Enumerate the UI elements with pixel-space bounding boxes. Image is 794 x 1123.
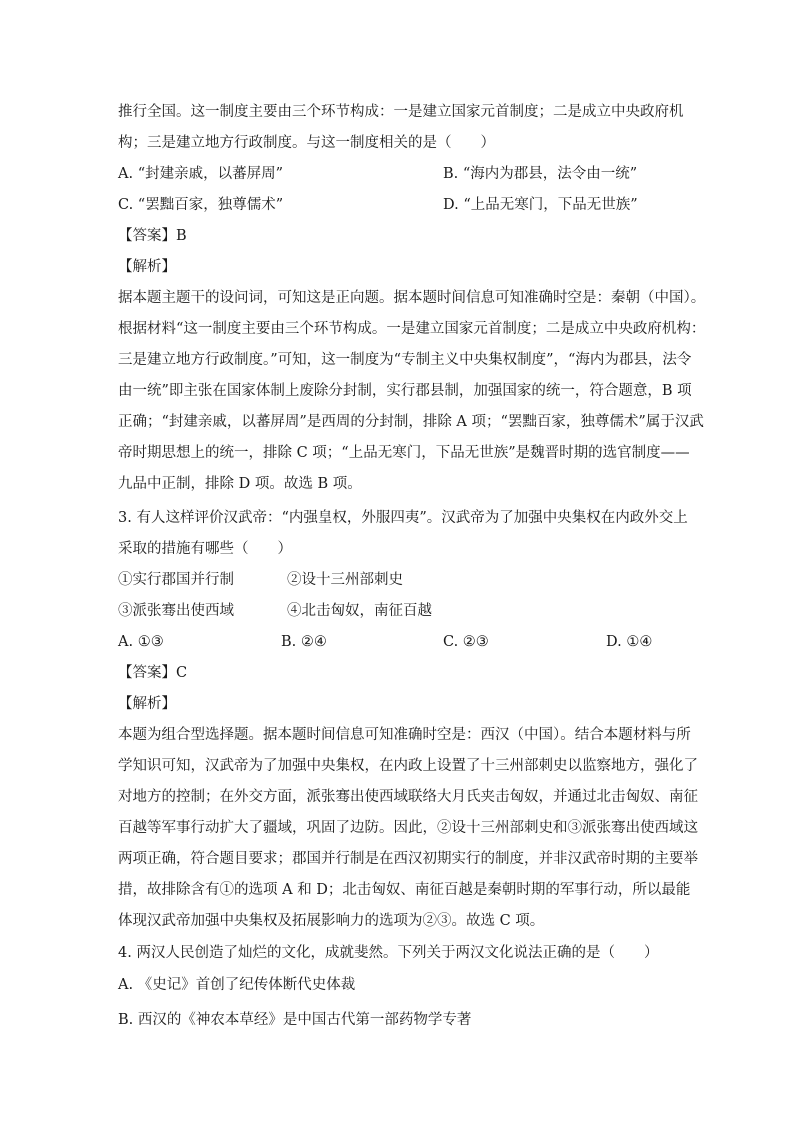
q3-analysis-line-4: 百越等军事行动扩大了疆域，巩固了边防。因此，②设十三州部刺史和③派张骞出使西域这	[118, 820, 698, 836]
q2-analysis-line-2: 根据材料“这一制度主要由三个环节构成。一是建立国家元首制度；二是成立中央政府机构：	[118, 321, 706, 337]
q3-analysis-line-2: 学知识可知，汉武帝为了加强中央集权，在内政上设置了十三州部刺史以监察地方，强化了	[118, 758, 698, 774]
q4-option-a: A. 《史记》首创了纪传体断代史体裁	[118, 977, 356, 993]
q3-analysis-line-1: 本题为组合型选择题。据本题时间信息可知准确时空是：西汉（中国）。结合本题材料与所	[118, 727, 691, 743]
q2-analysis-line-4: 由一统”即主张在国家体制上废除分封制，实行郡县制，加强国家的统一，符合题意，B 项	[118, 383, 692, 399]
q2-analysis-line-3: 三是建立地方行政制度。”可知，这一制度为“专制主义中央集权制度”，“海内为郡县，法令	[118, 352, 692, 368]
q3-analysis-line-7: 体现汉武帝加强中央集权及拓展影响力的选项为②③。故选 C 项。	[118, 913, 545, 929]
q3-answer: 【答案】C	[118, 665, 188, 681]
q3-analysis-line-5: 两项正确，符合题目要求；郡国并行制是在西汉初期实行的制度，并非汉武帝时期的主要举	[118, 851, 698, 867]
q2-analysis-line-1: 据本题主题干的设问词，可知这是正向题。据本题时间信息可知准确时空是：秦朝（中国）。	[118, 290, 706, 306]
q2-stem-line-2: 构；三是建立地方行政制度。与这一制度相关的是（ ）	[118, 135, 495, 151]
q3-stem-line-1: 3. 有人这样评价汉武帝：“内强皇权，外服四夷”。汉武帝为了加强中央集权在内政外交上	[118, 510, 688, 526]
q3-option-a: A. ①③	[118, 634, 164, 650]
q3-analysis-label: 【解析】	[118, 696, 176, 712]
q3-item-3: ③派张骞出使西域	[118, 603, 234, 619]
q3-option-c: C. ②③	[443, 634, 489, 650]
q3-item-4: ④北击匈奴，南征百越	[287, 603, 432, 619]
q2-option-a: A. “封建亲戚，以蕃屏周”	[118, 166, 284, 182]
q4-stem-line-1: 4. 两汉人民创造了灿烂的文化，成就斐然。下列关于两汉文化说法正确的是（ ）	[118, 945, 659, 961]
q2-analysis-line-5: 正确；“封建亲戚，以蕃屏周”是西周的分封制，排除 A 项；“罢黜百家，独尊儒术”属于汉武	[118, 414, 704, 430]
q3-item-2: ②设十三州部刺史	[287, 572, 403, 588]
q2-stem-line-1: 推行全国。这一制度主要由三个环节构成：一是建立国家元首制度；二是成立中央政府机	[118, 104, 684, 120]
q2-analysis-line-7: 九品中正制，排除 D 项。故选 B 项。	[118, 476, 362, 492]
q3-option-b: B. ②④	[281, 634, 327, 650]
q3-item-1: ①实行郡国并行制	[118, 572, 234, 588]
q3-stem-line-2: 采取的措施有哪些（ ）	[118, 541, 292, 557]
q2-analysis-label: 【解析】	[118, 259, 176, 275]
q3-analysis-line-6: 措，故排除含有①的选项 A 和 D；北击匈奴、南征百越是秦朝时期的军事行动，所以最能	[118, 882, 691, 898]
q2-option-c: C. “罢黜百家，独尊儒术”	[118, 197, 284, 213]
q2-option-d: D. “上品无寒门，下品无世族”	[443, 197, 638, 213]
q2-option-b: B. “海内为郡县，法令由一统”	[443, 166, 638, 182]
q3-option-d: D. ①④	[606, 634, 653, 650]
q4-option-b: B. 西汉的《神农本草经》是中国古代第一部药物学专著	[118, 1012, 472, 1028]
q2-answer: 【答案】B	[118, 228, 187, 244]
q2-analysis-line-6: 帝时期思想上的统一，排除 C 项；“上品无寒门，下品无世族”是魏晋时期的选官制度——	[118, 445, 690, 461]
q3-analysis-line-3: 对地方的控制；在外交方面，派张骞出使西域联络大月氏夹击匈奴，并通过北击匈奴、南征	[118, 789, 698, 805]
